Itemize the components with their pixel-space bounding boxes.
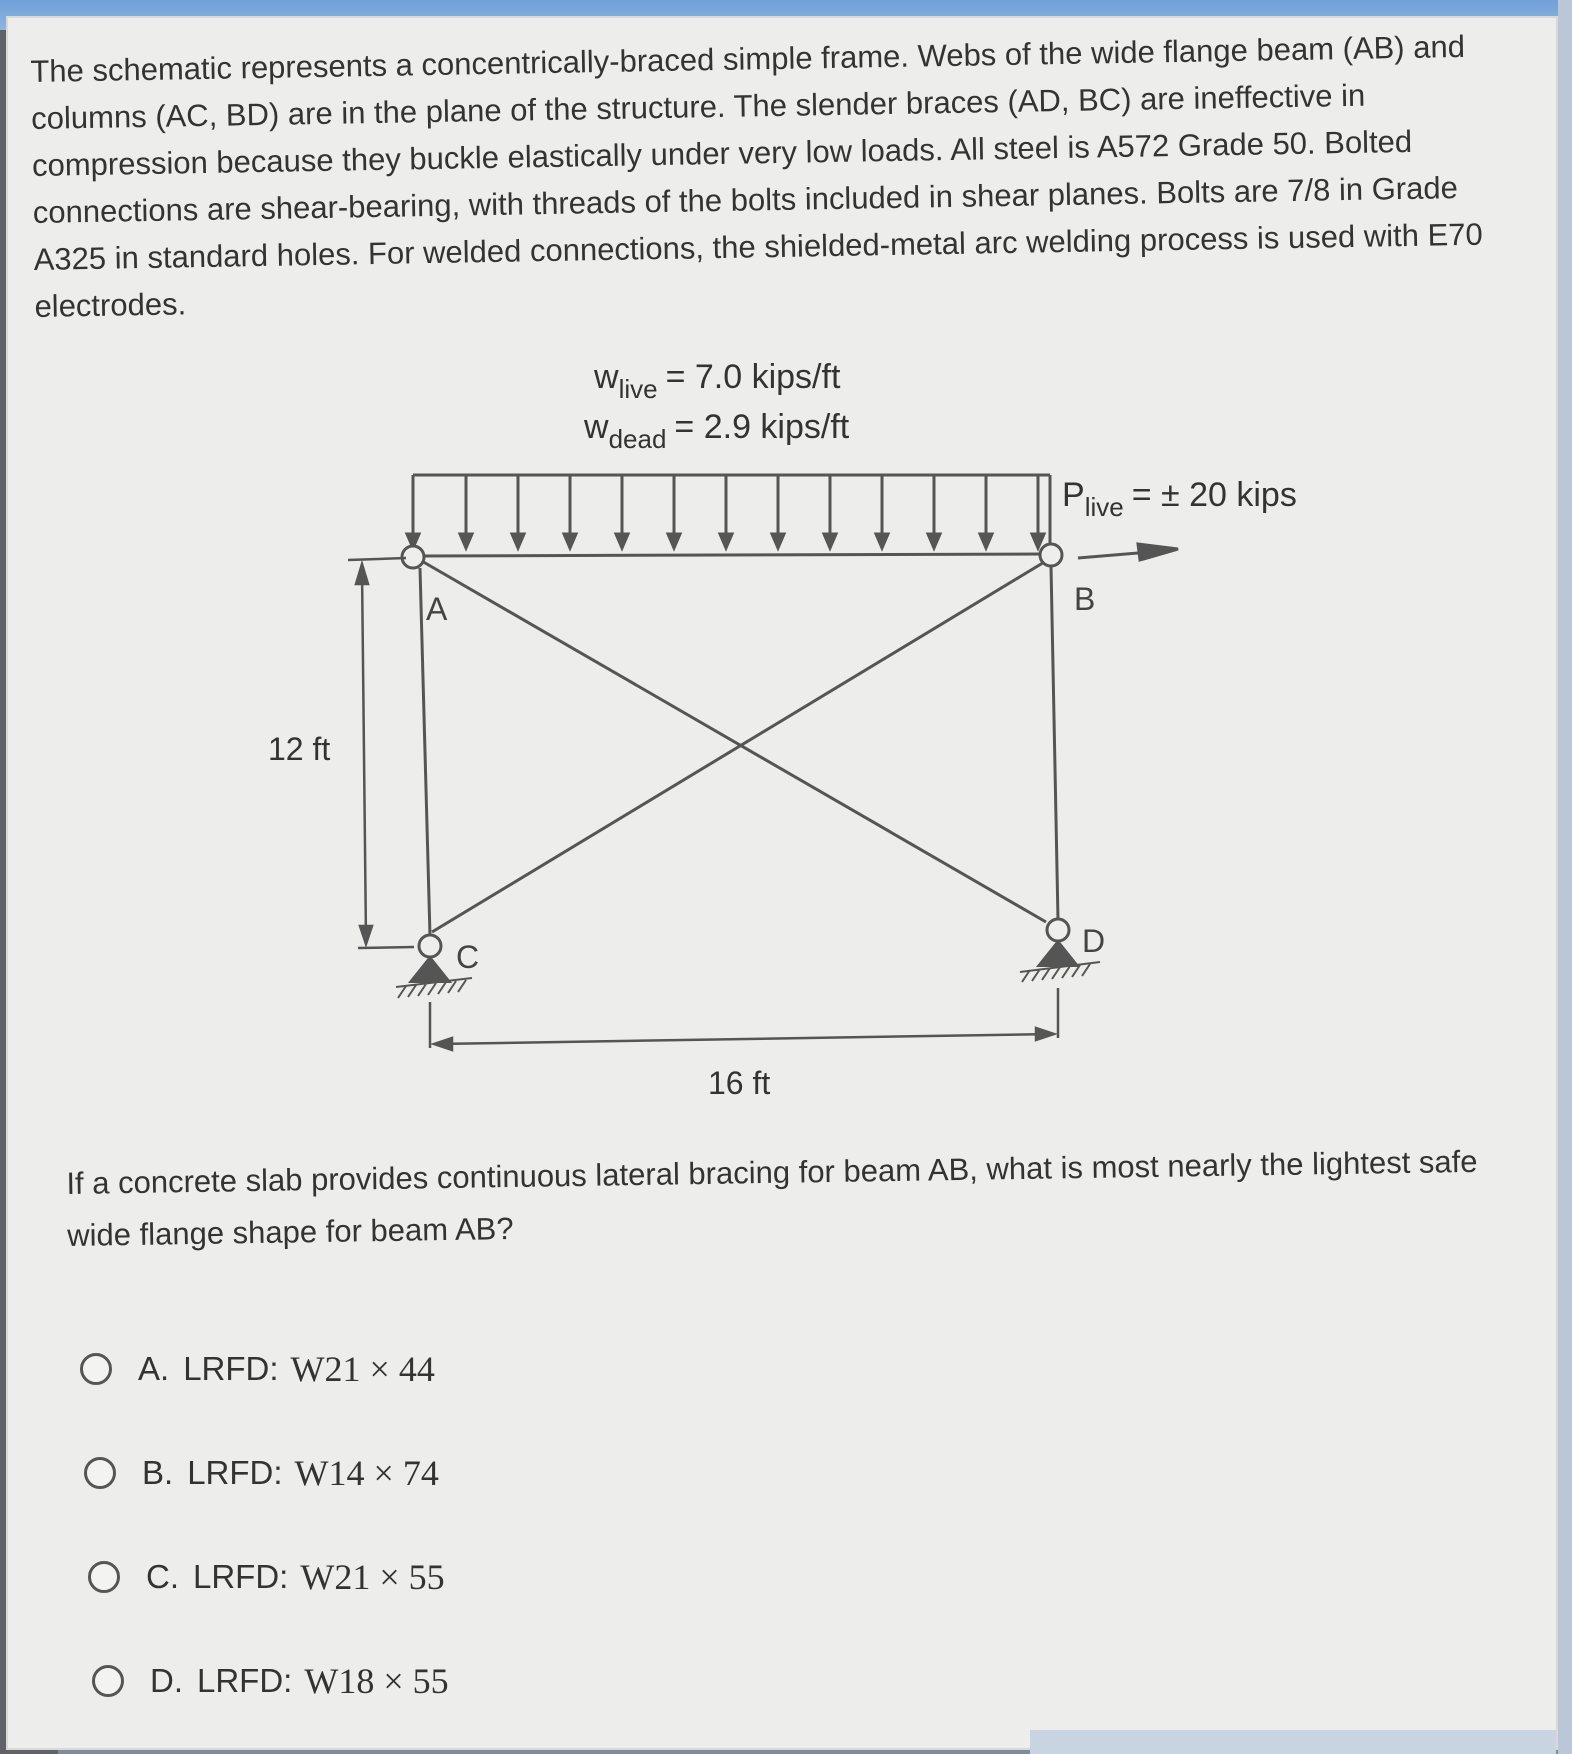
choice-prefix: LRFD: [197,1662,293,1699]
choice-shape: W14 × 74 [294,1453,439,1493]
frame-diagram [208,348,1368,1178]
height-label: 12 ft [268,731,331,767]
bottom-taskbar-strip [1030,1730,1556,1754]
choice-letter: B. [142,1454,174,1491]
height-dimension [348,558,414,948]
pin-c [419,935,441,957]
radio-a[interactable] [80,1353,112,1385]
choice-letter: A. [138,1350,170,1387]
column-bd [1051,566,1058,920]
choice-prefix: LRFD: [183,1350,279,1387]
w-live-label: $w_{live} = 7.0$ kips/ft [594,358,841,404]
choice-shape: W21 × 44 [290,1349,435,1389]
radio-d[interactable] [92,1665,124,1697]
brace-ad [420,560,1046,922]
span-dimension [430,988,1058,1050]
pin-d [1047,919,1069,941]
distributed-load [407,475,1050,553]
right-bezel [1558,0,1572,1754]
choice-prefix: LRFD: [193,1558,289,1595]
beam-ab [420,554,1044,556]
span-label: 16 ft [708,1065,771,1101]
choice-a[interactable] [80,1348,435,1390]
frame-members [420,554,1058,936]
choice-letter: D. [150,1662,183,1699]
choice-c[interactable] [88,1556,445,1598]
choice-letter: C. [146,1558,179,1595]
choice-shape: W21 × 55 [300,1557,445,1597]
choice-prefix: LRFD: [187,1454,283,1491]
p-live-label: $P_{live}$ = ± 20 kips [1062,476,1297,522]
radio-c[interactable] [88,1561,120,1593]
load-arrows [460,475,1044,548]
node-b-label: B [1074,581,1096,617]
node-a-label: A [426,591,448,627]
node-c-label: C [456,939,480,975]
question-prompt: If a concrete slab provides continuous lateral bracing for beam AB, what is most nearly the lightest safe wide flange shape for beam AB? [66,1143,1478,1253]
choice-b[interactable] [84,1452,439,1494]
node-d-label: D [1082,923,1106,959]
choice-d[interactable] [92,1660,449,1702]
w-dead-label: $w_{dead} = 2.9$ kips/ft [584,408,850,454]
radio-b[interactable] [84,1457,116,1489]
question-card [8,18,1556,1748]
pin-b [1040,544,1062,566]
point-load-arrow [1078,544,1178,560]
choice-shape: W18 × 55 [304,1661,449,1701]
question-text: The schematic represents a concentrically-braced simple frame. Webs of the wide flange beam (AB) and columns (AC, BD) are in the plane of the structure. The slender braces (AD, BC) are ineffective in compression because they buckle elastically under very low loads. All steel is A572 Grade 50. Bolted connections are shear-bearing, with threads of the bolts included in shear planes. Bolts are 7/8 in Grade A325 in standard holes. For welded connections, the shielded-metal arc welding process is used with E70 electrodes. [30,28,1483,324]
brace-bc [432,558,1051,932]
